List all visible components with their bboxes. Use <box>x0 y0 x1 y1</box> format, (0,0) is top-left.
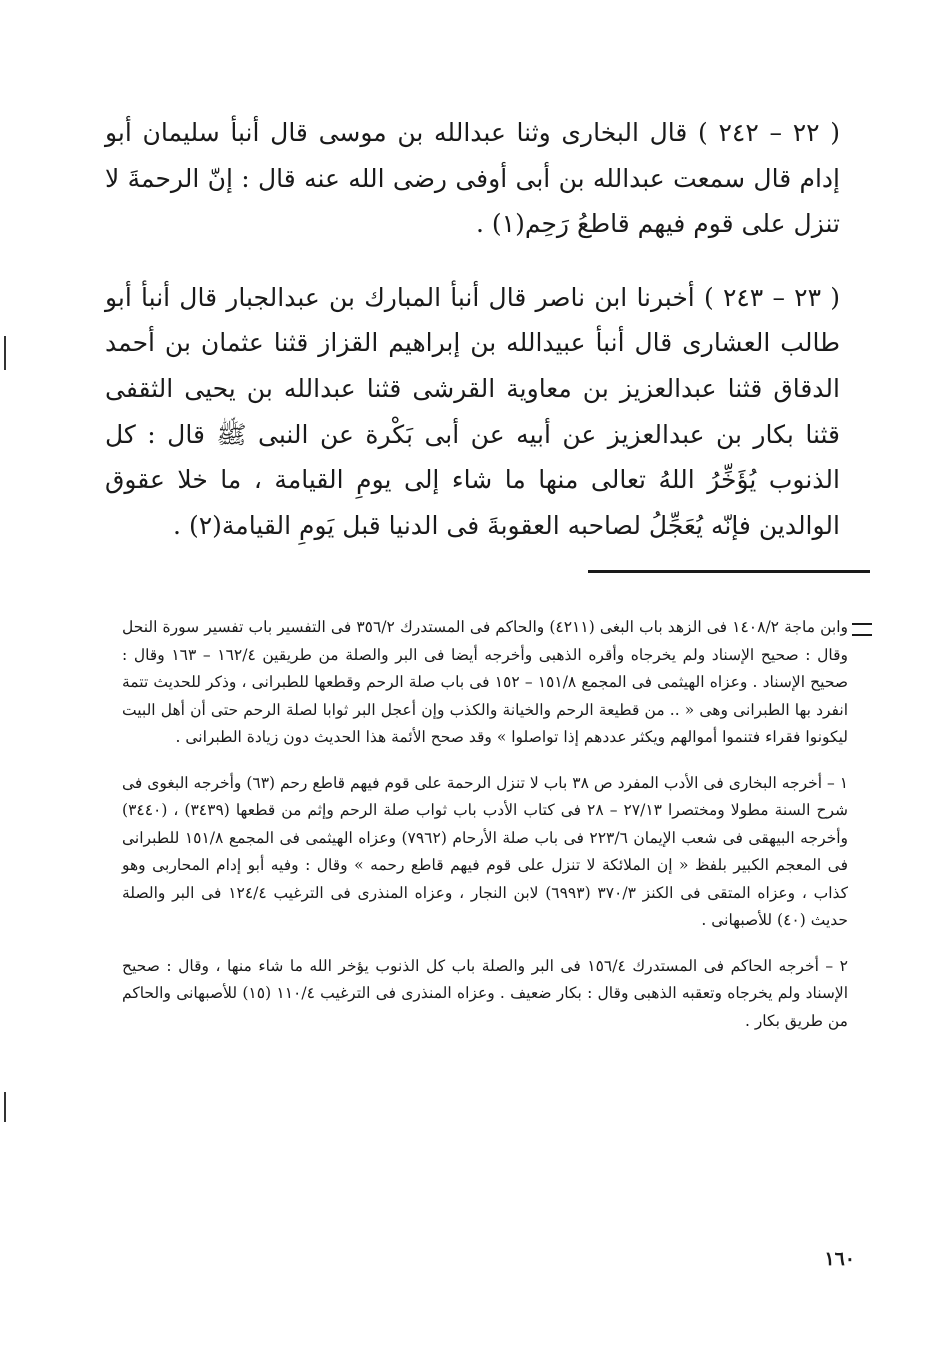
footnote-2: ٢ – أخرجه الحاكم فى المستدرك ١٥٦/٤ فى البر والصلة باب كل الذنوب يؤخر الله ما شاء منها ، وقال : صحيح الإسناد ولم يخرجاه وتعقبه الذهبى وقال : بكار ضعيف . وعزاه المنذرى فى الترغيب ١١٠/٤ (١٥) للأصبهانى والحاكم من طريق بكار . <box>122 956 849 1030</box>
hadith-paragraph: ( ٢٣ – ٢٤٣ ) أخبرنا ابن ناصر قال أنبأ المبارك بن عبدالجبار قال أنبأ أبو طالب العشارى قال أنبأ عبيدالله بن إبراهيم القزاز قثنا عثمان بن أحمد الدقاق قثنا عبدالعزيز بن معاوية القرشى قثنا عبدالله بن يحيى الثقفى قثنا بكار بن عبدالعزيز عن أبيه عن أبى بَكْرة عن النبى ﷺ قال : كل الذنوب يُؤَخِّرُ اللهُ تعالى منها ما شاء إلى يومِ القيامة ، ما خلا عقوق الوالدين فإنّه يُعَجِّلُ لصاحبه العقوبةَ فى الدنيا قبل يَومِ القيامة(٢) . <box>105 282 840 540</box>
continuation-mark <box>852 623 872 636</box>
scan-edge-mark <box>4 336 6 370</box>
footnote-1: ١ – أخرجه البخارى فى الأدب المفرد ص ٣٨ باب لا تنزل الرحمة على قوم فيهم قاطع رحم (٦٣) وأخرجه البغوى فى شرح السنة مطولا ومختصرا ٢٧/١٣ – ٢٨ فى كتاب الأدب باب ثواب صلة الرحم وإثم من قطعها (٣٤٣٩) ، (٣٤٤٠) وأخرجه البيهقى فى شعب الإيمان ٢٢٣/٦ فى باب صلة الأرحام (٧٩٦٢) وعزاه الهيثمى فى المجمع ١٥١/٨ للطبرانى فى المعجم الكبير بلفظ « إن الملائكة لا تنزل على قوم فيهم قاطع رحمه » وقال : وفيه أبو إدام المحاربى وهو كذاب ، وعزاه المتقى فى الكنز ٣٧٠/٣ (٦٩٩٣) لابن النجار ، وعزاه المنذرى فى الترغيب ١٢٤/٤ فى البر والصلة حديث (٤٠) للأصبهانى . <box>122 773 849 929</box>
hadith-paragraph: ( ٢٢ – ٢٤٢ ) قال البخارى وثنا عبدالله بن موسى قال أنبأ سليمان أبو إدام قال سمعت عبدالله بن أبى أوفى رضى الله عنه قال : إنّ الرحمةَ لا تنزل على قوم فيهم قاطعُ رَحِم(١) . <box>105 118 840 239</box>
footnote-continued: وابن ماجة ١٤٠٨/٢ فى الزهد باب البغى (٤٢١١) والحاكم فى المستدرك ٣٥٦/٢ فى التفسير باب تفسير سورة النحل وقال : صحيح الإسناد ولم يخرجاه وأقره الذهبى وأخرجه أيضا فى البر والصلة من طريقين ١٦٢/٤ – ١٦٣ وقال : صحيح الإسناد . وعزاه الهيثمى فى المجمع ١٥١/٨ – ١٥٢ فى باب صلة الرحم وقطعها للطبرانى ، وذكر للحديث تتمة انفرد بها الطبرانى وهى « .. من قطيعة الرحم والخيانة والكذب وإن أعجل البر ثوابا لصلة الرحم حتى أن أهل البيت ليكونوا فقراء فتنموا أموالهم ويكثر عددهم إذا تواصلوا » وقد صحح الأئمة هذا الحديث دون زيادة الطبرانى . <box>122 618 849 746</box>
main-text <box>105 110 840 548</box>
footnotes <box>122 614 848 1035</box>
footnote-separator <box>588 570 870 573</box>
scan-edge-mark <box>4 1092 6 1122</box>
page-number: ١٦٠ <box>824 1248 855 1270</box>
